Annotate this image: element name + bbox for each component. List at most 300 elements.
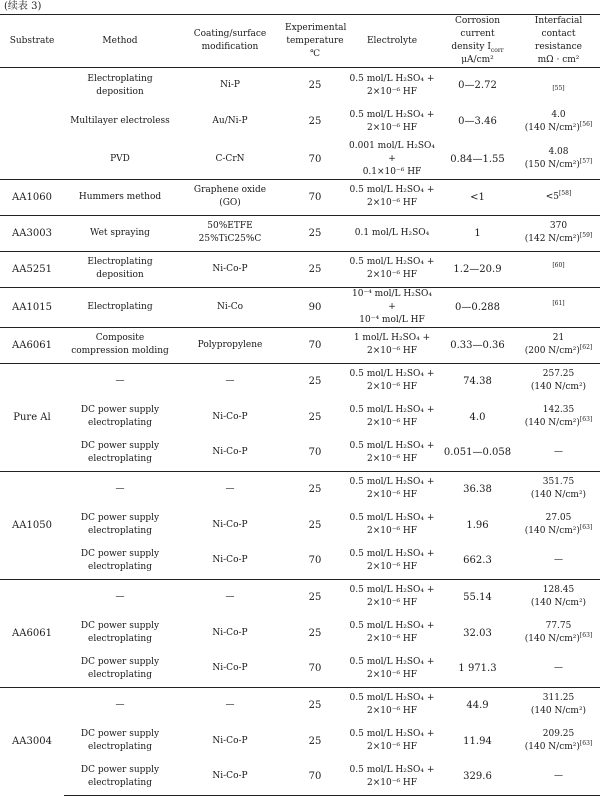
- electrolyte-cell-line: 0.5 mol/L H₂SO₄ +: [349, 369, 435, 380]
- substrate-cell: [0, 327, 64, 363]
- method-cell: [64, 140, 176, 180]
- substrate-cell: [0, 471, 64, 579]
- temperature-cell-text: 25: [308, 699, 322, 711]
- reference-citation: [63]: [579, 416, 593, 423]
- method-cell-line: PVD: [110, 153, 130, 164]
- temperature-cell-text: 70: [308, 555, 322, 567]
- electrolyte-cell: [346, 363, 438, 399]
- electrolyte-cell-line: 2×10⁻⁶ HF: [366, 346, 418, 356]
- electrolyte-cell-line: 0.5 mol/L H₂SO₄ +: [349, 257, 435, 267]
- contact-resistance-cell: [517, 543, 600, 579]
- coating-cell: [176, 687, 284, 723]
- contact-resistance-cell-line: (140 N/cm²): [530, 490, 587, 501]
- table-row: [0, 179, 600, 215]
- corrosion-current-cell: [438, 471, 517, 507]
- temperature-cell: [284, 471, 346, 507]
- temperature-cell-text: 70: [308, 663, 322, 675]
- coating-cell-line: Ni-Co-P: [212, 663, 248, 674]
- table-row: [0, 471, 600, 507]
- method-cell-line: DC power supply: [80, 729, 160, 739]
- electrolyte-cell-line: 0.1 mol/L H₂SO₄: [354, 227, 430, 238]
- coating-cell-line: —: [225, 699, 235, 710]
- table-row: [0, 68, 600, 104]
- corrosion-current-cell-text: <1: [470, 191, 485, 203]
- contact-resistance-cell: [517, 251, 600, 287]
- coating-cell-line: Ni-Co-P: [212, 519, 248, 530]
- contact-resistance-cell: [517, 215, 600, 251]
- electrolyte-cell-line: 2×10⁻⁶ HF: [366, 198, 418, 208]
- method-cell: [64, 179, 176, 215]
- coating-cell-line: 25%TiC25%C: [198, 234, 262, 244]
- corrosion-current-cell-text: 329.6: [463, 771, 492, 783]
- temperature-cell: [284, 435, 346, 471]
- header-temperature: Experimental temperature ℃: [284, 15, 346, 68]
- corrosion-current-cell-text: 1 971.3: [458, 663, 497, 675]
- electrolyte-cell: [346, 68, 438, 104]
- coating-cell: [176, 435, 284, 471]
- electrolyte-cell-line: 0.5 mol/L H₂SO₄ +: [349, 729, 435, 739]
- electrolyte-cell: [346, 327, 438, 363]
- method-cell-line: —: [115, 591, 125, 602]
- contact-resistance-cell: [517, 507, 600, 543]
- corrosion-current-cell: [438, 287, 517, 327]
- coating-cell: [176, 543, 284, 579]
- electrolyte-cell: [346, 251, 438, 287]
- method-cell: [64, 68, 176, 104]
- method-cell: [64, 651, 176, 687]
- corrosion-current-cell: [438, 251, 517, 287]
- temperature-cell: [284, 759, 346, 795]
- method-cell-line: deposition: [96, 270, 144, 280]
- table-row: [0, 363, 600, 399]
- method-cell-line: DC power supply: [80, 513, 160, 523]
- temperature-cell: [284, 327, 346, 363]
- corrosion-current-cell: [438, 68, 517, 104]
- coating-cell-line: (GO): [219, 198, 241, 208]
- method-cell-line: Electroplating: [87, 73, 153, 84]
- electrolyte-cell: [346, 471, 438, 507]
- contact-resistance-cell-line: —: [554, 663, 563, 674]
- temperature-cell: [284, 251, 346, 287]
- method-cell-line: DC power supply: [80, 764, 160, 775]
- method-cell-line: electroplating: [88, 526, 152, 536]
- table-row: [0, 759, 600, 795]
- substrate-text: AA6061: [12, 339, 52, 351]
- contact-resistance-cell-line: 142.35: [542, 405, 575, 415]
- electrolyte-cell-line: 2×10⁻⁶ HF: [366, 634, 418, 644]
- substrate-cell: [0, 579, 64, 687]
- contact-resistance-cell: [517, 471, 600, 507]
- method-cell: [64, 687, 176, 723]
- method-cell: [64, 327, 176, 363]
- table-row: [0, 140, 600, 180]
- method-cell-line: electroplating: [88, 777, 152, 788]
- method-cell: [64, 215, 176, 251]
- corrosion-current-cell-text: 1.2—20.9: [453, 263, 502, 275]
- method-cell-line: DC power supply: [80, 405, 160, 415]
- substrate-cell: [0, 687, 64, 795]
- electrolyte-cell: [346, 435, 438, 471]
- electrolyte-cell: [346, 507, 438, 543]
- electrolyte-cell-line: 0.5 mol/L H₂SO₄ +: [349, 109, 435, 120]
- data-table: [0, 14, 600, 796]
- contact-resistance-cell: [517, 327, 600, 363]
- electrolyte-cell: [346, 543, 438, 579]
- electrolyte-cell-line: 0.5 mol/L H₂SO₄ +: [349, 764, 435, 775]
- method-cell-line: Composite: [95, 333, 145, 343]
- reference-citation: [63]: [579, 632, 593, 639]
- corrosion-current-cell: [438, 507, 517, 543]
- coating-cell: [176, 651, 284, 687]
- method-cell-line: Electroplating: [87, 257, 153, 267]
- header-corrosion-current: Corrosion current density $I_{corr}$ μA/cm²: [438, 15, 517, 68]
- temperature-cell-text: 25: [308, 116, 322, 127]
- method-cell-line: DC power supply: [80, 656, 160, 667]
- method-cell: [64, 435, 176, 471]
- substrate-cell: [0, 179, 64, 215]
- coating-cell-line: Ni-Co-P: [212, 447, 248, 458]
- method-cell-line: electroplating: [88, 453, 152, 464]
- substrate-text: AA3004: [12, 735, 52, 747]
- corrosion-current-cell: [438, 687, 517, 723]
- method-cell: [64, 615, 176, 651]
- contact-resistance-cell: [517, 435, 600, 471]
- coating-cell-line: Ni-Co-P: [212, 263, 248, 274]
- method-cell-line: —: [115, 483, 125, 494]
- method-cell: [64, 251, 176, 287]
- electrolyte-cell: [346, 104, 438, 140]
- temperature-cell: [284, 579, 346, 615]
- temperature-cell: [284, 104, 346, 140]
- reference-citation: [56]: [579, 120, 593, 128]
- coating-cell-line: Ni-Co-P: [212, 735, 248, 746]
- contact-resistance-cell: [517, 104, 600, 140]
- contact-resistance-cell-line: 311.25: [542, 693, 575, 704]
- electrolyte-cell: [346, 287, 438, 327]
- electrolyte-cell-line: 0.5 mol/L H₂SO₄ +: [349, 585, 435, 596]
- electrolyte-cell: [346, 140, 438, 180]
- electrolyte-cell: [346, 723, 438, 759]
- contact-resistance-cell-line: 21: [552, 333, 565, 343]
- electrolyte-cell: [346, 215, 438, 251]
- temperature-cell: [284, 68, 346, 104]
- substrate-text: AA6061: [12, 627, 52, 639]
- electrolyte-cell-line: 0.5 mol/L H₂SO₄ +: [349, 185, 435, 195]
- electrolyte-cell-line: 1 mol/L H₂SO₄ +: [353, 333, 431, 343]
- substrate-text: AA1050: [12, 519, 52, 531]
- method-cell: [64, 723, 176, 759]
- reference-citation: [63]: [579, 524, 593, 531]
- contact-resistance-cell-line: (140 N/cm²): [524, 122, 580, 133]
- electrolyte-cell-line: 10⁻⁴ mol/L H₂SO₄ +: [352, 288, 432, 312]
- temperature-cell-text: 25: [308, 483, 322, 495]
- temperature-cell-text: 90: [308, 301, 322, 313]
- reference-citation: [57]: [579, 158, 593, 165]
- method-cell-line: DC power supply: [80, 440, 160, 451]
- contact-resistance-cell-line: 27.05: [545, 513, 572, 523]
- corrosion-current-cell-text: 1: [474, 227, 481, 239]
- contact-resistance-cell: [517, 140, 600, 180]
- contact-resistance-cell-line: 209.25: [542, 729, 575, 739]
- method-cell: [64, 471, 176, 507]
- contact-resistance-cell-line: 370: [549, 221, 568, 231]
- electrolyte-cell-line: 0.5 mol/L H₂SO₄ +: [349, 621, 435, 631]
- method-cell-line: Electroplating: [87, 301, 153, 312]
- contact-resistance-cell-line: (140 N/cm²): [524, 418, 580, 428]
- electrolyte-cell: [346, 579, 438, 615]
- coating-cell: [176, 215, 284, 251]
- corrosion-current-cell-text: 0—2.72: [458, 80, 497, 92]
- temperature-cell-text: 25: [308, 375, 322, 387]
- method-cell-line: deposition: [96, 86, 144, 97]
- corrosion-current-cell-text: 0—3.46: [458, 116, 497, 127]
- table-row: [0, 651, 600, 687]
- coating-cell: [176, 579, 284, 615]
- coating-cell-line: Polypropylene: [197, 339, 263, 350]
- reference-citation: [55]: [552, 84, 565, 92]
- header-contact-resistance: Interfacial contact resistance mΩ · cm²: [517, 15, 600, 68]
- contact-resistance-cell-line: (140 N/cm²): [530, 598, 587, 609]
- method-cell: [64, 507, 176, 543]
- coating-cell: [176, 507, 284, 543]
- temperature-cell: [284, 140, 346, 180]
- coating-cell-line: —: [225, 483, 235, 494]
- corrosion-current-cell-text: 0.051—0.058: [443, 447, 512, 459]
- temperature-cell-text: 25: [308, 627, 322, 639]
- table-row: [0, 723, 600, 759]
- contact-resistance-cell-line: —: [554, 447, 563, 458]
- method-cell-line: DC power supply: [80, 548, 160, 559]
- substrate-cell: [0, 68, 64, 180]
- temperature-cell-text: 70: [308, 153, 322, 165]
- temperature-cell: [284, 615, 346, 651]
- continuation-label: (续表 3): [4, 1, 42, 12]
- temperature-cell: [284, 723, 346, 759]
- temperature-cell-text: 70: [308, 447, 322, 459]
- coating-cell: [176, 363, 284, 399]
- contact-resistance-cell: [517, 759, 600, 795]
- coating-cell: [176, 251, 284, 287]
- electrolyte-cell-line: 0.5 mol/L H₂SO₄ +: [349, 693, 435, 704]
- electrolyte-cell: [346, 651, 438, 687]
- method-cell-line: Hummers method: [78, 191, 162, 202]
- contact-resistance-cell: [517, 687, 600, 723]
- method-cell: [64, 363, 176, 399]
- corrosion-current-cell: [438, 104, 517, 140]
- contact-resistance-cell-line: —: [554, 555, 563, 566]
- method-cell-line: —: [115, 375, 125, 386]
- corrosion-current-cell-text: 44.9: [466, 699, 489, 711]
- temperature-cell-text: 70: [308, 771, 322, 783]
- substrate-text: AA1015: [12, 301, 52, 313]
- coating-cell: [176, 399, 284, 435]
- coating-cell: [176, 68, 284, 104]
- method-cell-line: electroplating: [88, 742, 152, 752]
- header-coating: Coating/surface modification: [176, 15, 284, 68]
- temperature-cell: [284, 363, 346, 399]
- coating-cell: [176, 104, 284, 140]
- contact-resistance-cell-line: 351.75: [542, 477, 575, 488]
- temperature-cell: [284, 287, 346, 327]
- coating-cell: [176, 287, 284, 327]
- contact-resistance-cell-line: (140 N/cm²): [524, 526, 580, 536]
- corrosion-current-cell-text: 1.96: [466, 519, 489, 531]
- substrate-cell: [0, 251, 64, 287]
- substrate-cell: [0, 215, 64, 251]
- corrosion-current-cell: [438, 723, 517, 759]
- header-electrolyte: Electrolyte: [346, 15, 438, 68]
- corrosion-current-cell: [438, 140, 517, 180]
- corrosion-current-cell-text: 32.03: [463, 627, 492, 639]
- temperature-cell: [284, 543, 346, 579]
- contact-resistance-cell: [517, 363, 600, 399]
- method-cell-line: Wet spraying: [90, 227, 150, 238]
- table-row: [0, 615, 600, 651]
- method-cell-line: electroplating: [88, 418, 152, 428]
- corrosion-current-cell-text: 74.38: [463, 375, 492, 387]
- temperature-cell-text: 25: [308, 519, 322, 531]
- corrosion-current-cell: [438, 543, 517, 579]
- temperature-cell: [284, 215, 346, 251]
- corrosion-current-cell-text: 0.33—0.36: [450, 339, 505, 351]
- contact-resistance-cell-line: (142 N/cm²): [524, 234, 580, 244]
- corrosion-current-cell: [438, 215, 517, 251]
- table-row: [0, 687, 600, 723]
- coating-cell-line: Ni-Co-P: [212, 411, 248, 422]
- method-cell: [64, 399, 176, 435]
- corrosion-current-cell: [438, 363, 517, 399]
- electrolyte-cell-line: 2×10⁻⁶ HF: [366, 598, 418, 609]
- temperature-cell: [284, 507, 346, 543]
- coating-cell: [176, 759, 284, 795]
- corrosion-current-cell: [438, 327, 517, 363]
- temperature-cell-text: 25: [308, 735, 322, 747]
- table-row: [0, 215, 600, 251]
- electrolyte-cell-line: 2×10⁻⁶ HF: [366, 490, 418, 501]
- substrate-text: Pure Al: [13, 411, 51, 423]
- electrolyte-cell-line: 0.5 mol/L H₂SO₄ +: [349, 73, 435, 84]
- method-cell-line: Multilayer electroless: [70, 116, 170, 126]
- contact-resistance-cell-line: (140 N/cm²): [530, 706, 587, 717]
- substrate-text: AA1060: [12, 191, 52, 203]
- coating-cell-line: —: [225, 375, 235, 386]
- method-cell: [64, 579, 176, 615]
- coating-cell-line: Ni-Co-P: [212, 555, 248, 566]
- corrosion-current-cell: [438, 435, 517, 471]
- coating-cell: [176, 179, 284, 215]
- electrolyte-cell-line: 0.5 mol/L H₂SO₄ +: [349, 440, 435, 451]
- temperature-cell: [284, 687, 346, 723]
- electrolyte-cell-line: 2×10⁻⁶ HF: [366, 526, 418, 536]
- contact-resistance-cell: [517, 615, 600, 651]
- contact-resistance-cell-line: —: [554, 771, 563, 782]
- electrolyte-cell-line: 0.5 mol/L H₂SO₄ +: [349, 405, 435, 415]
- contact-resistance-cell-line: (140 N/cm²): [530, 382, 587, 393]
- contact-resistance-cell-line: 4.08: [548, 147, 569, 157]
- method-cell: [64, 543, 176, 579]
- table-row: [0, 287, 600, 327]
- contact-resistance-cell-line: 128.45: [542, 585, 575, 596]
- electrolyte-cell: [346, 687, 438, 723]
- header-method: Method: [64, 15, 176, 68]
- temperature-cell: [284, 179, 346, 215]
- table-row: [0, 399, 600, 435]
- contact-resistance-cell: [517, 68, 600, 104]
- coating-cell-line: Ni-Co-P: [212, 627, 248, 638]
- contact-resistance-cell: [517, 651, 600, 687]
- contact-resistance-cell-line: (140 N/cm²): [524, 742, 580, 752]
- substrate-text: AA5251: [12, 263, 52, 275]
- reference-citation: [61]: [552, 299, 565, 307]
- temperature-cell-text: 70: [308, 191, 322, 203]
- method-cell-line: —: [115, 699, 125, 710]
- coating-cell-line: —: [225, 591, 235, 602]
- electrolyte-cell-line: 0.5 mol/L H₂SO₄ +: [349, 513, 435, 523]
- table-row: [0, 579, 600, 615]
- reference-citation: [60]: [552, 261, 565, 269]
- temperature-cell-text: 70: [308, 339, 322, 351]
- temperature-cell-text: 25: [308, 80, 322, 92]
- corrosion-current-cell-text: 55.14: [463, 591, 492, 603]
- temperature-cell: [284, 399, 346, 435]
- temperature-cell-text: 25: [308, 591, 322, 603]
- electrolyte-cell-line: 2×10⁻⁶ HF: [366, 122, 418, 133]
- method-cell-line: compression molding: [71, 346, 169, 356]
- coating-cell-line: Ni-Co: [216, 301, 244, 312]
- corrosion-current-cell-text: 662.3: [463, 555, 492, 567]
- coating-cell: [176, 471, 284, 507]
- contact-resistance-cell-line: (200 N/cm²): [524, 346, 580, 356]
- corrosion-current-cell-text: 11.94: [463, 735, 492, 747]
- electrolyte-cell-line: 0.5 mol/L H₂SO₄ +: [349, 656, 435, 667]
- table-header: [0, 15, 600, 68]
- temperature-cell-text: 25: [308, 227, 322, 239]
- coating-cell-line: Ni-P: [220, 80, 240, 91]
- reference-citation: [58]: [558, 189, 572, 197]
- electrolyte-cell-line: 0.5 mol/L H₂SO₄ +: [349, 548, 435, 559]
- electrolyte-cell-line: 2×10⁻⁶ HF: [366, 453, 418, 464]
- method-cell: [64, 759, 176, 795]
- electrolyte-cell: [346, 759, 438, 795]
- electrolyte-cell: [346, 615, 438, 651]
- reference-citation: [63]: [579, 740, 593, 747]
- coating-cell: [176, 723, 284, 759]
- coating-cell: [176, 327, 284, 363]
- corrosion-current-cell: [438, 615, 517, 651]
- electrolyte-cell-line: 2×10⁻⁶ HF: [366, 382, 418, 393]
- table-row: [0, 543, 600, 579]
- contact-resistance-cell: [517, 287, 600, 327]
- contact-resistance-cell-line: 4.0: [551, 109, 566, 120]
- header-substrate: Substrate: [0, 15, 64, 68]
- contact-resistance-cell-line: (140 N/cm²): [524, 634, 580, 644]
- coating-cell-line: 50%ETFE: [207, 221, 253, 231]
- contact-resistance-cell: [517, 399, 600, 435]
- coating-cell: [176, 140, 284, 180]
- method-cell-line: electroplating: [88, 634, 152, 644]
- electrolyte-cell-line: 2×10⁻⁶ HF: [366, 742, 418, 752]
- electrolyte-cell-line: 2×10⁻⁶ HF: [366, 777, 418, 788]
- temperature-cell-text: 25: [308, 263, 322, 275]
- electrolyte-cell-line: 10⁻⁴ mol/L HF: [359, 314, 425, 325]
- method-cell: [64, 287, 176, 327]
- corrosion-current-cell: [438, 179, 517, 215]
- method-cell: [64, 104, 176, 140]
- reference-citation: [62]: [579, 344, 593, 351]
- electrolyte-cell-line: 2×10⁻⁶ HF: [366, 270, 418, 280]
- corrosion-current-cell-text: 0.84—1.55: [450, 153, 505, 165]
- contact-resistance-cell: [517, 723, 600, 759]
